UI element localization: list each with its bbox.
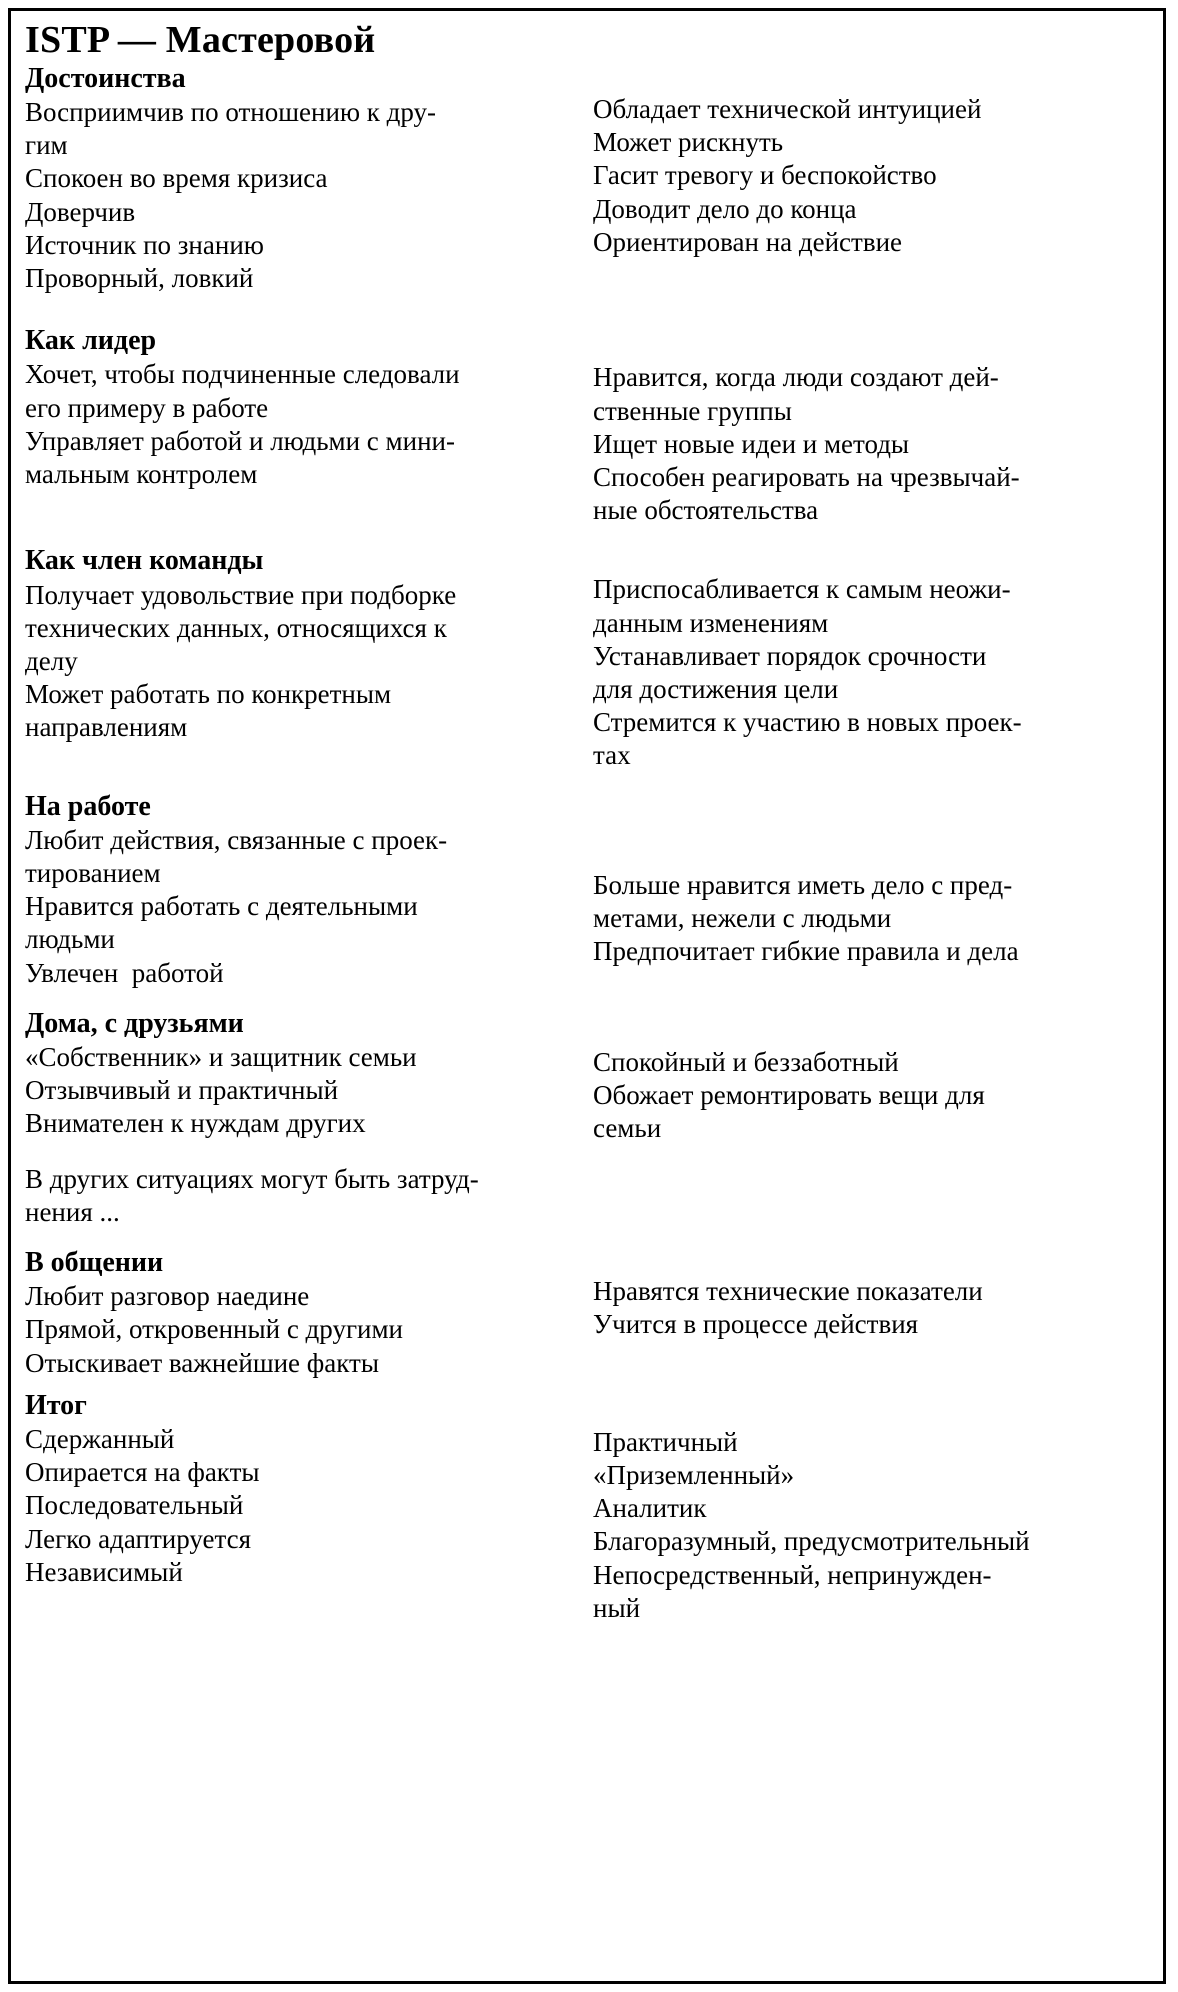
- section-line: Устанавливает порядок срочности: [593, 640, 987, 671]
- section-left-column: [25, 1247, 585, 1380]
- section-heading: Достоинства: [25, 62, 186, 94]
- section-line: Практичный: [593, 1426, 738, 1457]
- section-itog: [25, 1390, 1149, 1625]
- section-line: Любит действия, связанные с проек-: [25, 824, 448, 855]
- section-spacer: [25, 1229, 1149, 1247]
- section-line: Обладает технической интуицией: [593, 93, 982, 124]
- section-spacer: [25, 773, 1149, 791]
- section-line: Спокойный и беззаботный: [593, 1046, 899, 1077]
- section-line: Доверчив: [25, 196, 136, 227]
- section-right-column: [585, 1008, 1149, 1146]
- section-line: для достижения цели: [593, 673, 839, 704]
- section-spacer: [25, 527, 1149, 545]
- section-line: Приспосабливается к самым неожи-: [593, 574, 1011, 605]
- section-line: Доводит дело до конца: [593, 193, 857, 224]
- section-heading: Как лидер: [25, 325, 157, 357]
- section-left-column: [25, 791, 585, 990]
- page-title: ISTP — Мастеровой: [25, 19, 376, 61]
- section-kak-chlen-komandy: [25, 545, 1149, 772]
- section-spacer: [25, 990, 1149, 1008]
- section-line: Независимый: [25, 1556, 183, 1587]
- section-left-column: [25, 1390, 585, 1589]
- section-line: направлениям: [25, 712, 188, 743]
- section-line: технических данных, относящихся к: [25, 612, 447, 643]
- section-line: Управляет работой и людьми с мини-: [25, 425, 455, 456]
- section-right-column: [585, 325, 1149, 527]
- section-v-obshchenii: [25, 1247, 1149, 1380]
- section-line: Предпочитает гибкие правила и дела: [593, 935, 1019, 966]
- section-line: Учится в процессе действия: [593, 1309, 919, 1340]
- section-line: Проворный, ловкий: [25, 263, 254, 294]
- section-dostoinstva: [25, 63, 1149, 295]
- section-line: его примеру в работе: [25, 392, 269, 423]
- section-line: делу: [25, 645, 78, 676]
- section-line: Увлечен работой: [25, 957, 224, 988]
- section-spacer: [25, 1380, 1149, 1390]
- section-line: Прямой, откровенный с другими: [25, 1314, 403, 1345]
- section-line: Любит разговор наедине: [25, 1281, 310, 1312]
- section-line: Может рискнуть: [593, 127, 784, 158]
- section-line: В других ситуациях могут быть затруд-: [25, 1163, 479, 1194]
- section-line: Опирается на факты: [25, 1457, 260, 1488]
- section-line: Гасит тревогу и беспокойство: [593, 160, 937, 191]
- section-left-column: [25, 325, 585, 491]
- section-right-column: [585, 63, 1149, 259]
- section-line: Способен реагировать на чрезвычай-: [593, 461, 1020, 492]
- section-line: семьи: [593, 1113, 662, 1144]
- section-line: Ищет новые идеи и методы: [593, 428, 910, 459]
- section-line: Нравится работать с деятельными: [25, 891, 418, 922]
- section-line: Хочет, чтобы подчиненные следовали: [25, 359, 460, 390]
- section-kak-lider: [25, 325, 1149, 527]
- section-line: Может работать по конкретным: [25, 679, 392, 710]
- section-right-column: [585, 1390, 1149, 1625]
- section-line: мальным контролем: [25, 459, 258, 490]
- section-na-rabote: [25, 791, 1149, 990]
- section-right-column: [585, 791, 1149, 969]
- section-line: Отыскивает важнейшие факты: [25, 1347, 379, 1378]
- section-heading: На работе: [25, 790, 151, 822]
- section-line: «Собственник» и защитник семьи: [25, 1041, 417, 1072]
- section-line: данным изменениям: [593, 607, 829, 638]
- section-line: Последовательный: [25, 1490, 244, 1521]
- section-line: Обожает ремонтировать вещи для: [593, 1079, 985, 1110]
- section-doma-s-druzyami: [25, 1008, 1149, 1229]
- section-line: Больше нравится иметь дело с пред-: [593, 869, 1013, 900]
- section-line: нения ...: [25, 1196, 120, 1227]
- section-line: ственные группы: [593, 395, 792, 426]
- section-note: [25, 1141, 569, 1229]
- section-line: Нравятся технические показатели: [593, 1275, 983, 1306]
- section-line: Источник по знанию: [25, 229, 264, 260]
- section-line: гим: [25, 130, 68, 161]
- section-line: Стремится к участию в новых проек-: [593, 707, 1022, 738]
- section-line: Отзывчивый и практичный: [25, 1075, 339, 1106]
- section-line: метами, нежели с людьми: [593, 902, 892, 933]
- section-line: Сдержанный: [25, 1423, 175, 1454]
- section-right-column: [585, 545, 1149, 772]
- section-spacer: [25, 295, 1149, 325]
- section-line: «Приземленный»: [593, 1459, 795, 1490]
- section-line: Внимателен к нуждам других: [25, 1108, 366, 1139]
- section-line: Восприимчив по отношению к дру-: [25, 97, 437, 128]
- section-line: Аналитик: [593, 1493, 707, 1524]
- section-line: тированием: [25, 857, 161, 888]
- section-left-column: [25, 545, 585, 744]
- section-line: тах: [593, 740, 631, 771]
- section-heading: Итог: [25, 1389, 87, 1421]
- section-heading: Дома, с друзьями: [25, 1007, 244, 1039]
- section-left-column: [25, 63, 585, 295]
- section-line: людьми: [25, 924, 115, 955]
- section-line: Получает удовольствие при подборке: [25, 579, 457, 610]
- section-heading: В общении: [25, 1246, 164, 1278]
- document-sheet: [8, 8, 1166, 1984]
- section-line: ный: [593, 1592, 641, 1623]
- section-line: Легко адаптируется: [25, 1523, 252, 1554]
- section-line: Спокоен во время кризиса: [25, 163, 328, 194]
- section-line: Нравится, когда люди создают дей-: [593, 362, 999, 393]
- section-heading: Как член команды: [25, 545, 264, 577]
- section-line: Непосредственный, непринужден-: [593, 1559, 992, 1590]
- section-line: ные обстоятельства: [593, 495, 819, 526]
- section-right-column: [585, 1247, 1149, 1341]
- section-left-column: [25, 1008, 585, 1229]
- section-line: Благоразумный, предусмотрительный: [593, 1526, 1030, 1557]
- section-line: Ориентирован на действие: [593, 226, 903, 257]
